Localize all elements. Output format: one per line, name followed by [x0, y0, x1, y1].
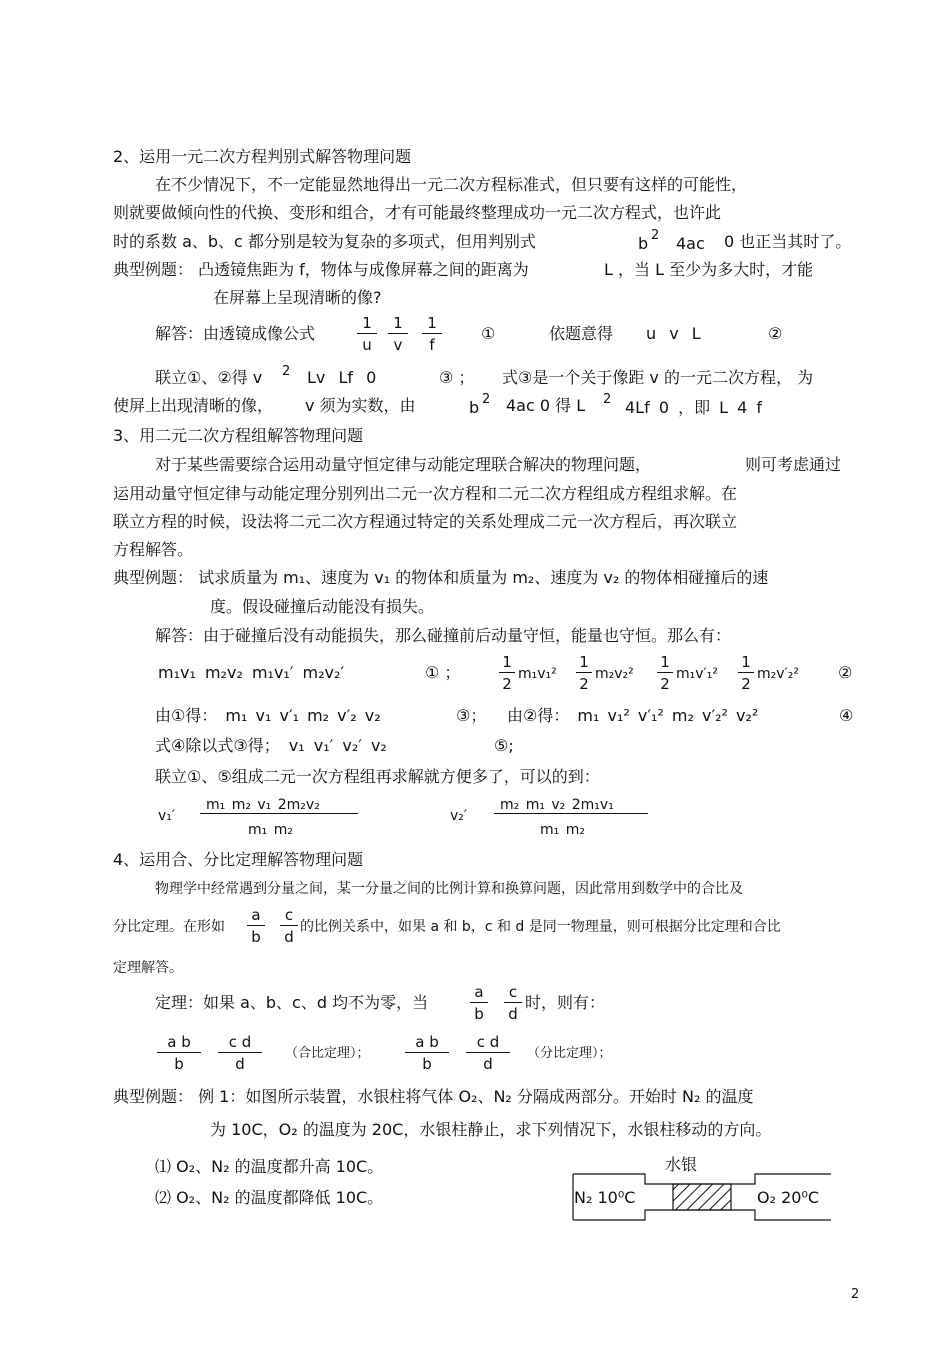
- question-item: ⑴ O₂、N₂ 的温度都升高 10C。: [155, 1157, 384, 1176]
- derivation-line: 由①得： m₁ v₁ v′₁ m₂ v′₂ v₂: [155, 706, 381, 725]
- fraction-bar: [200, 813, 358, 814]
- math-exponent: 2: [282, 364, 291, 379]
- mercury-column: [673, 1184, 731, 1210]
- paragraph-line: 则就要做倾向性的代换、变形和组合，才有可能最终整理成功一元二次方程式，也许此: [113, 203, 722, 222]
- example-line: L ，当 L 至少为多大时，才能: [604, 260, 814, 279]
- math-expression: 4ac: [676, 234, 705, 253]
- theorem-line: 时，则有：: [525, 993, 606, 1012]
- answer-line: 联立①、⑤组成二元一次方程组再求解就方便多了，可以的到：: [155, 767, 600, 786]
- math-denominator: m₁ m₂: [540, 822, 585, 838]
- theorem-label: （合比定理）；: [285, 1046, 370, 1061]
- answer-line: 联立①、②得 v: [155, 368, 263, 387]
- answer-line: 式③是一个关于像距 v 的一元二次方程， 为: [502, 368, 814, 387]
- answer-line: v 须为实数，由: [305, 396, 416, 415]
- equation-number: ②: [838, 663, 853, 682]
- equation-number: ④: [839, 706, 854, 725]
- fraction: $\frac{a}{b}$: [247, 906, 265, 946]
- math-term: v₁′: [158, 808, 176, 824]
- math-exponent: 2: [651, 228, 660, 243]
- math-numerator: m₁ m₂ v₁ 2m₂v₂: [206, 797, 320, 813]
- math-expression: Lv Lf 0: [307, 368, 377, 387]
- answer-line: 依题意得: [549, 324, 614, 343]
- paragraph-line: 运用动量守恒定律与动能定理分别列出二元一次方程和二元二次方程组成方程组求解。在: [113, 484, 738, 503]
- fraction: $\frac{\text{a b}}{b}$: [405, 1033, 449, 1073]
- equation-number: ②: [768, 324, 783, 343]
- fraction: $\frac{\text{c d}}{d}$: [466, 1033, 510, 1073]
- derivation-line: 由②得： m₁ v₁² v′₁² m₂ v′₂² v₂²: [507, 706, 759, 725]
- derivation-line: 式④除以式③得； v₁ v₁′ v₂′ v₂: [155, 736, 387, 755]
- math-term: m₁v₁²: [518, 666, 557, 682]
- equation: m₁v₁ m₂v₂ m₁v₁′ m₂v₂′: [158, 663, 345, 682]
- fraction: $\frac{1}{u}$: [357, 314, 377, 354]
- fraction: $\frac{\text{c d}}{d}$: [218, 1033, 262, 1073]
- fraction: $\frac{1}{2}$: [499, 653, 515, 693]
- section-2-heading: 2、运用一元二次方程判别式解答物理问题: [113, 147, 412, 166]
- figure-title: 水银: [665, 1155, 698, 1174]
- equation-number: ③；: [456, 706, 487, 725]
- theorem-label: （分比定理）；: [527, 1046, 612, 1061]
- math-term: v₂′: [450, 808, 468, 824]
- example-line: 在屏幕上呈现清晰的像?: [213, 288, 382, 307]
- fraction: $\frac{1}{2}$: [576, 653, 592, 693]
- math-expression: 4Lf 0 ，即 L 4 f: [625, 398, 763, 417]
- example-line: 典型例题： 试求质量为 m₁、速度为 v₁ 的物体和质量为 m₂、速度为 v₂ 的物体相碰撞后的速: [113, 568, 769, 587]
- example-line: 典型例题： 凸透镜焦距为 f，物体与成像屏幕之间的距离为: [113, 260, 529, 279]
- math-term: m₁v′₁²: [676, 666, 718, 682]
- math-exponent: 2: [482, 392, 491, 407]
- fraction: $\frac{\text{a b}}{b}$: [157, 1033, 201, 1073]
- fraction: $\frac{1}{2}$: [657, 653, 673, 693]
- fraction: $\frac{a}{b}$: [470, 983, 488, 1023]
- math-symbol: b: [638, 234, 649, 253]
- paragraph-line: 物理学中经常遇到分量之间，某一分量之间的比例计算和换算问题，因此常用到数学中的合比及: [155, 881, 743, 897]
- paragraph-line: 0 也正当其时了。: [724, 232, 852, 251]
- paragraph-line: 方程解答。: [113, 540, 194, 559]
- fraction: $\frac{1}{2}$: [738, 653, 754, 693]
- fraction: $\frac{1}{f}$: [422, 314, 442, 354]
- paragraph-line: 时的系数 a、b、c 都分别是较为复杂的多项式，但用判别式: [113, 232, 536, 251]
- paragraph-line: 分比定理。在形如: [113, 919, 225, 935]
- math-expression: u v L: [646, 324, 701, 343]
- question-item: ⑵ O₂、N₂ 的温度都降低 10C。: [155, 1188, 384, 1207]
- math-expression: 4ac 0 得 L: [506, 396, 586, 415]
- o2-chamber-label: O₂ 20⁰C: [757, 1188, 820, 1207]
- math-term: m₂v₂²: [595, 666, 634, 682]
- example-line: 典型例题： 例 1：如图所示装置，水银柱将气体 O₂、N₂ 分隔成两部分。开始时 N₂ 的温度: [113, 1087, 754, 1106]
- equation-number: ③ ；: [439, 368, 475, 387]
- section-3-heading: 3、用二元二次方程组解答物理问题: [113, 426, 364, 445]
- math-term: m₂v′₂²: [757, 666, 799, 682]
- fraction: $\frac{1}{v}$: [388, 314, 408, 354]
- fraction: $\frac{c}{d}$: [280, 906, 298, 946]
- equation-number: ⑤;: [494, 736, 514, 755]
- answer-line: 使屏上出现清晰的像，: [113, 396, 274, 415]
- equation-number: ① ；: [425, 663, 461, 682]
- math-symbol: b: [469, 398, 480, 417]
- paragraph-line: 在不少情况下，不一定能显然地得出一元二次方程标准式，但只要有这样的可能性，: [155, 175, 748, 194]
- equation-number: ①: [481, 324, 496, 343]
- theorem-line: 定理：如果 a、b、c、d 均不为零，当: [155, 993, 429, 1012]
- paragraph-line: 联立方程的时候，设法将二元二次方程通过特定的关系处理成二元一次方程后，再次联立: [113, 512, 738, 531]
- fraction: $\frac{c}{d}$: [504, 983, 522, 1023]
- example-line: 度。假设碰撞后动能没有损失。: [210, 597, 435, 616]
- paragraph-line: 对于某些需要综合运用动量守恒定律与动能定理联合解决的物理问题，: [155, 455, 652, 474]
- n2-chamber-label: N₂ 10⁰C: [574, 1188, 636, 1207]
- math-numerator: m₂ m₁ v₂ 2m₁v₁: [500, 797, 614, 813]
- paragraph-line: 的比例关系中，如果 a 和 b，c 和 d 是同一物理量，则可根据分比定理和合比: [300, 919, 781, 935]
- answer-line: 解答：由于碰撞后没有动能损失，那么碰撞前后动量守恒，能量也守恒。那么有：: [155, 626, 732, 645]
- example-line: 为 10C，O₂ 的温度为 20C，水银柱静止，求下列情况下，水银柱移动的方向。: [210, 1120, 772, 1139]
- answer-line: 解答：由透镜成像公式: [155, 324, 316, 343]
- paragraph-line: 则可考虑通过: [745, 455, 842, 474]
- math-denominator: m₁ m₂: [248, 822, 293, 838]
- page-number: 2: [851, 1287, 860, 1302]
- section-4-heading: 4、运用合、分比定理解答物理问题: [113, 850, 364, 869]
- paragraph-line: 定理解答。: [113, 960, 183, 976]
- math-exponent: 2: [603, 392, 612, 407]
- fraction-bar: [494, 813, 648, 814]
